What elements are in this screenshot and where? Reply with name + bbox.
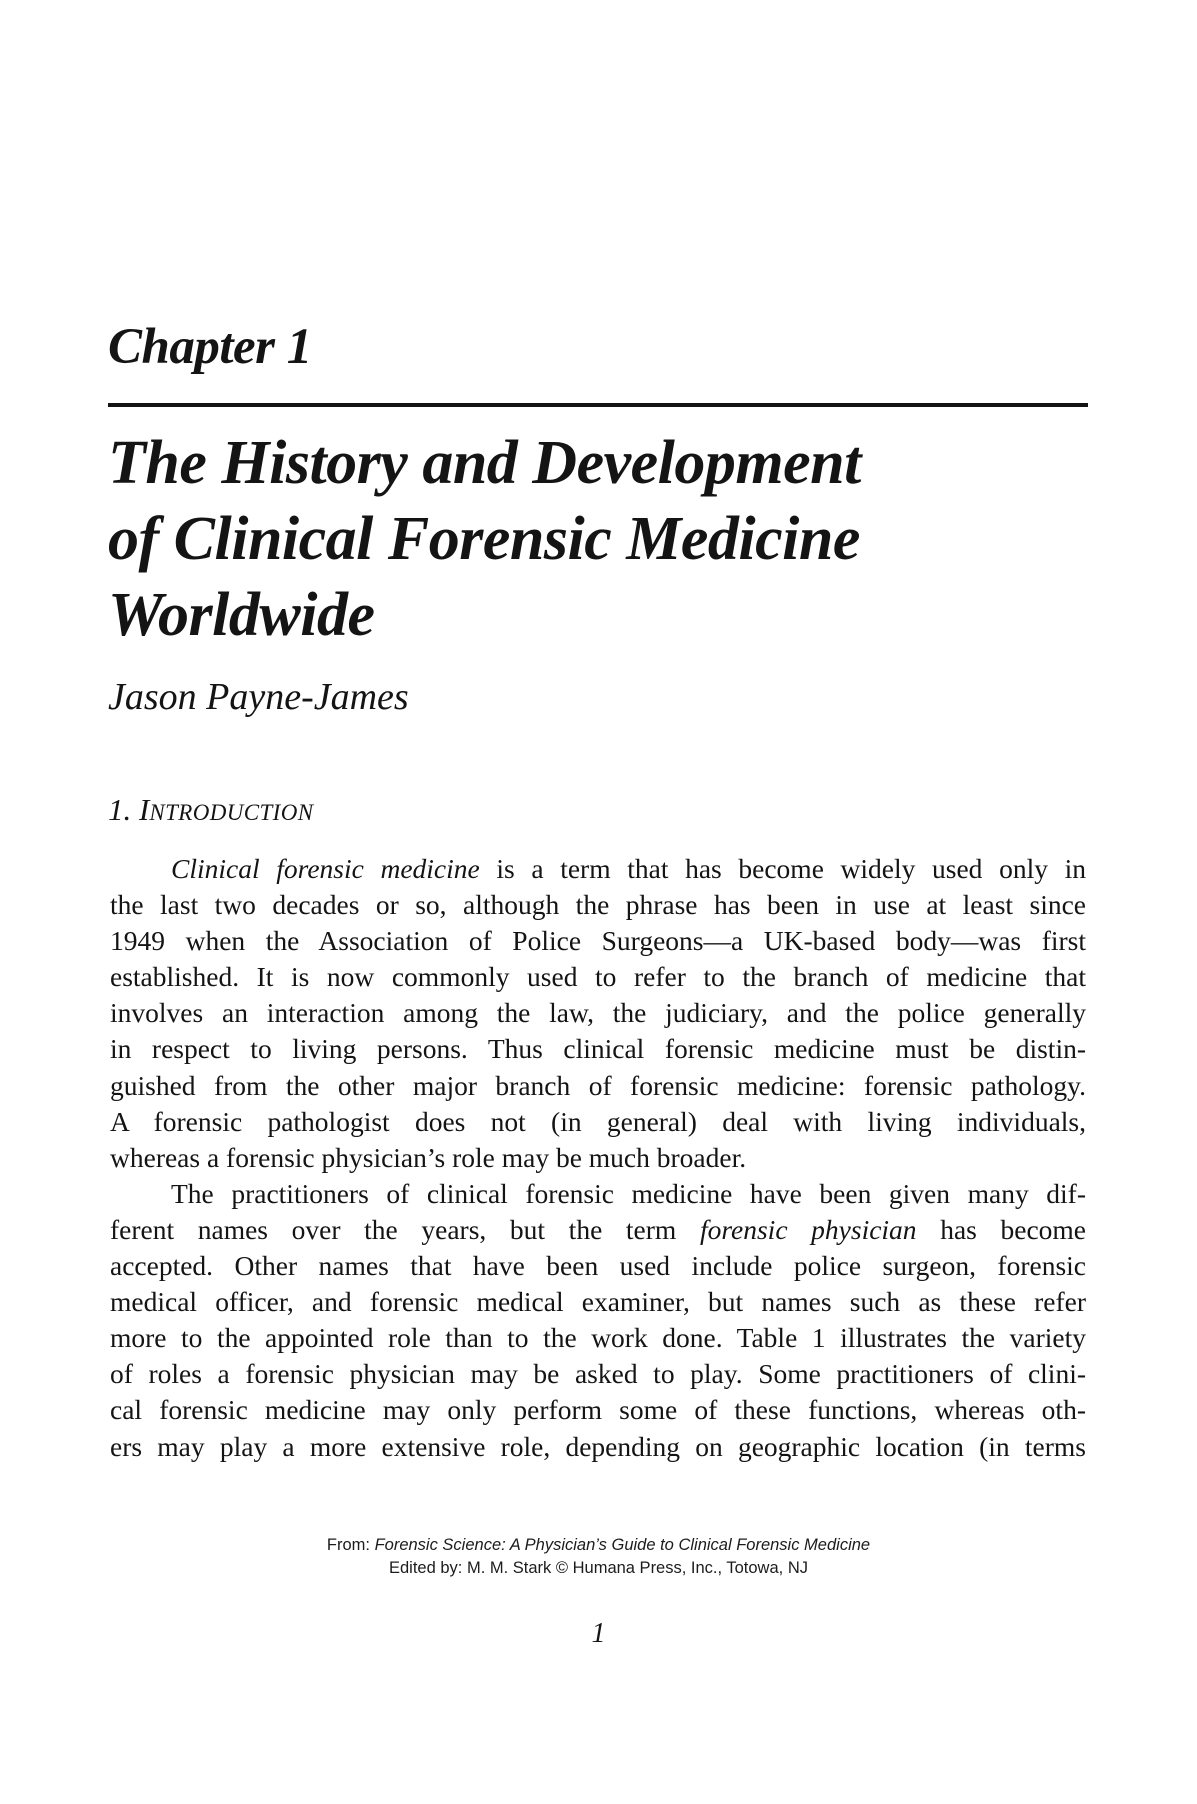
- chapter-title-line: Worldwide: [108, 581, 375, 649]
- paragraph-text: ferent names over the years, but the term: [110, 1213, 700, 1245]
- paragraph-line: involves an interaction among the law, the judiciary, and the police generally: [110, 997, 1086, 1029]
- source-from-label: From:: [326, 1536, 375, 1554]
- body-text: [110, 851, 1086, 1465]
- paragraph-line: guished from the other major branch of forensic medicine: forensic pathology.: [110, 1069, 1086, 1101]
- page-number: 1: [591, 1618, 606, 1649]
- chapter-title-line: of Clinical Forensic Medicine: [108, 505, 860, 573]
- paragraph-line: whereas a forensic physician’s role may be much broader.: [110, 1141, 747, 1173]
- paragraph-text: has become: [916, 1213, 1086, 1245]
- paragraph-line: The practitioners of clinical forensic medicine have been given many dif-: [171, 1177, 1086, 1209]
- section-heading-rest: NTRODUCTION: [149, 800, 314, 825]
- chapter-title: [108, 425, 1108, 653]
- section-heading: [108, 794, 313, 825]
- paragraph-line: A forensic pathologist does not (in general) deal with living individuals,: [110, 1105, 1086, 1137]
- source-book-title: Forensic Science: A Physician’s Guide to Clinical Forensic Medicine: [374, 1536, 871, 1554]
- paragraph-line: accepted. Other names that have been used include police surgeon, forensic: [110, 1250, 1086, 1282]
- chapter-author: Jason Payne-James: [108, 676, 409, 718]
- section-heading-initial: I: [139, 792, 150, 827]
- paragraph-line: 1949 when the Association of Police Surgeons—a UK-based body—was first: [110, 925, 1086, 957]
- source-editor-line: Edited by: M. M. Stark © Humana Press, Inc., Totowa, NJ: [388, 1559, 808, 1577]
- paragraph-line: the last two decades or so, although the phrase has been in use at least since: [110, 889, 1086, 921]
- paragraph-line: in respect to living persons. Thus clinical forensic medicine must be distin-: [110, 1033, 1086, 1065]
- paragraph-text: is a term that has become widely used only in: [479, 853, 1086, 884]
- paragraph-line: more to the appointed role than to the work done. Table 1 illustrates the variety: [110, 1322, 1086, 1354]
- chapter-title-line: The History and Development: [108, 429, 861, 497]
- chapter-divider-rule: [108, 403, 1088, 407]
- paragraph-line: ers may play a more extensive role, depending on geographic location (in terms: [110, 1430, 1086, 1462]
- paragraph-line: cal forensic medicine may only perform some of these functions, whereas oth-: [110, 1394, 1086, 1426]
- chapter-label: Chapter 1: [108, 319, 312, 375]
- emphasis-term: forensic physician: [699, 1213, 917, 1245]
- paragraph-line: of roles a forensic physician may be asked to play. Some practitioners of clini-: [110, 1358, 1086, 1390]
- source-footnote: [0, 1534, 1197, 1580]
- paragraph-line: [110, 1212, 1086, 1248]
- paragraph-line: [110, 851, 1086, 887]
- emphasis-term: Clinical forensic medicine: [171, 853, 480, 884]
- section-number: 1.: [108, 792, 132, 827]
- paragraph-line: medical officer, and forensic medical examiner, but names such as these refer: [110, 1286, 1086, 1318]
- paragraph-line: established. It is now commonly used to refer to the branch of medicine that: [110, 961, 1086, 993]
